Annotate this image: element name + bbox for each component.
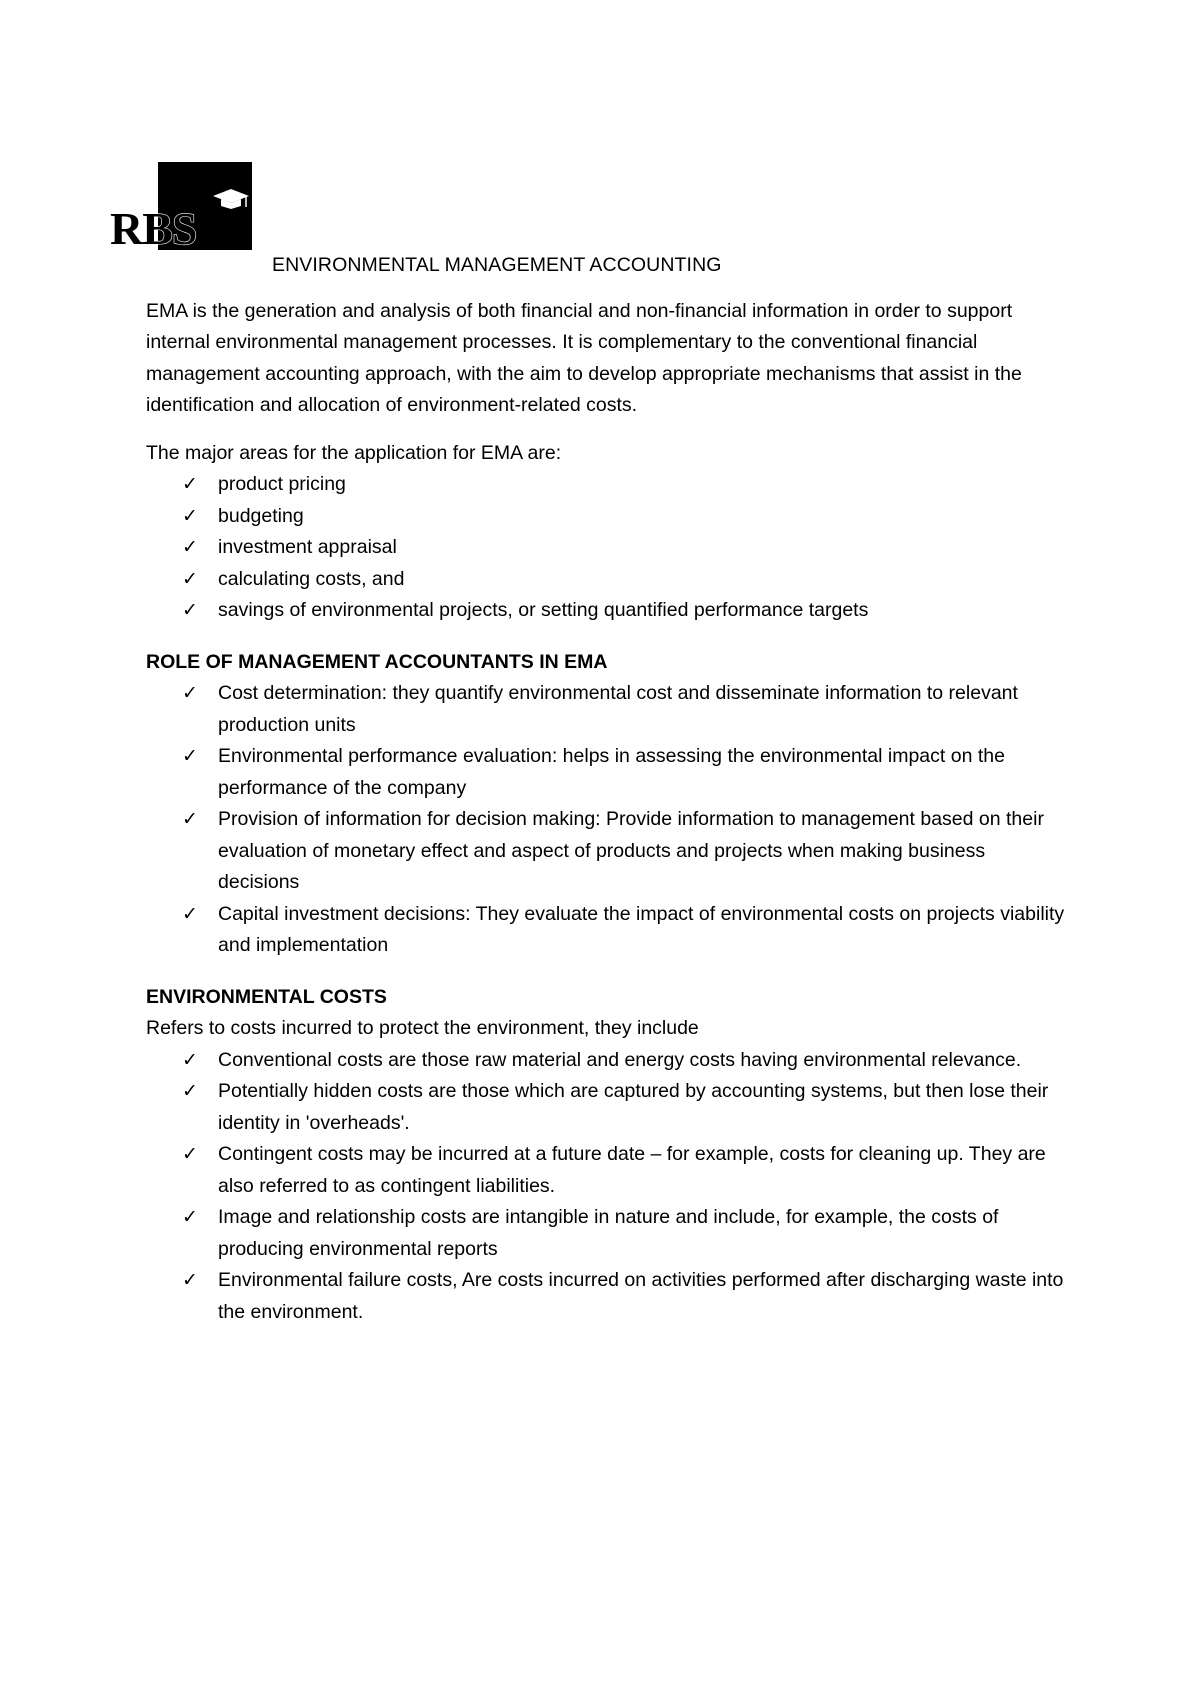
check-icon: ✓ <box>182 537 198 558</box>
check-icon: ✓ <box>182 1207 198 1228</box>
check-icon: ✓ <box>182 505 198 527</box>
list-item: ✓ savings of environmental projects, or setting quantified performance targets <box>146 595 1066 627</box>
list-item: ✓ Environmental performance evaluation: helps in assessing the environmental impact on the performance of the company <box>146 741 1066 804</box>
list-item: ✓ calculating costs, and <box>146 564 1066 596</box>
list-item: ✓ budgeting <box>146 501 1066 533</box>
check-icon: ✓ <box>182 474 198 495</box>
list-item: ✓ Capital investment decisions: They evaluate the impact of environmental costs on projects viability and implementation <box>146 899 1066 962</box>
costs-list <box>146 1045 1066 1329</box>
check-icon: ✓ <box>182 746 198 767</box>
check-icon: ✓ <box>182 809 198 830</box>
list-item: ✓ Cost determination: they quantify environmental cost and disseminate information to relevant production units <box>146 678 1066 741</box>
rbs-logo <box>110 160 260 252</box>
logo-text: RBS <box>110 203 197 252</box>
check-icon: ✓ <box>182 1081 198 1102</box>
check-icon: ✓ <box>182 1270 198 1291</box>
list-item: ✓ investment appraisal <box>146 532 1066 564</box>
document-title: ENVIRONMENTAL MANAGEMENT ACCOUNTING <box>272 254 722 276</box>
document-body <box>146 250 1066 1328</box>
costs-heading: ENVIRONMENTAL COSTS <box>146 985 387 1008</box>
check-icon: ✓ <box>182 903 198 925</box>
areas-list <box>146 469 1066 627</box>
list-item: ✓ Environmental failure costs, Are costs incurred on activities performed after discharging waste into the environment. <box>146 1265 1066 1328</box>
list-item: ✓ Provision of information for decision making: Provide information to management based on their evaluation of monetary effect and aspect of products and projects when making business decisions <box>146 804 1066 899</box>
check-icon: ✓ <box>182 600 198 621</box>
areas-lead: The major areas for the application for EMA are: <box>146 441 562 464</box>
list-item: ✓ product pricing <box>146 469 1066 501</box>
role-heading: ROLE OF MANAGEMENT ACCOUNTANTS IN EMA <box>146 650 608 673</box>
check-icon: ✓ <box>182 1144 198 1165</box>
costs-lead: Refers to costs incurred to protect the environment, they include <box>146 1017 699 1039</box>
list-item: ✓ Contingent costs may be incurred at a future date – for example, costs for cleaning up. They are also referred to as contingent liabilities. <box>146 1139 1066 1202</box>
list-item: ✓ Image and relationship costs are intangible in nature and include, for example, the costs of producing environmental reports <box>146 1202 1066 1265</box>
roles-list <box>146 678 1066 962</box>
list-item: ✓ Potentially hidden costs are those which are captured by accounting systems, but then lose their identity in 'overheads'. <box>146 1076 1066 1139</box>
list-item: ✓ Conventional costs are those raw material and energy costs having environmental relevance. <box>146 1045 1066 1077</box>
intro-paragraph: EMA is the generation and analysis of both financial and non-financial information in order to support internal environmental management processes. It is complementary to the conventional financial management accounting approach, with the aim to develop appropriate mechanisms that assist in the identification and allocation of environment-related costs. <box>146 299 1022 416</box>
check-icon: ✓ <box>182 683 198 704</box>
check-icon: ✓ <box>182 568 198 590</box>
check-icon: ✓ <box>182 1049 198 1071</box>
rbs-logo-graphic <box>110 160 260 252</box>
